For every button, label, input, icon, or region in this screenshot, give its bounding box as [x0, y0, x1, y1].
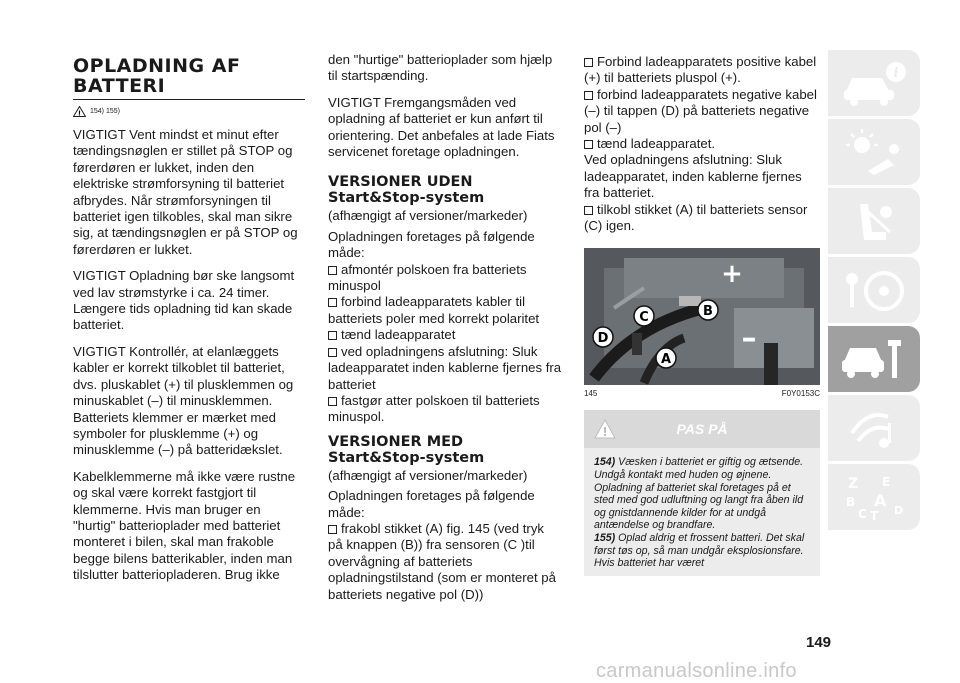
svg-text:D: D — [597, 331, 609, 347]
checkbox-icon — [584, 140, 593, 149]
svg-text:!: ! — [602, 425, 608, 440]
column-1 — [73, 56, 305, 584]
callout-d — [593, 327, 613, 347]
car-service-icon — [838, 334, 910, 384]
svg-text:Z: Z — [848, 476, 859, 492]
subtitle-with: (afhængigt af versioner/markeder) — [328, 467, 528, 483]
svg-text:T: T — [870, 509, 879, 522]
step-without-5: fastgør atter polskoen til batteriets minuspol. — [328, 392, 540, 425]
warning-title: PAS PÅ — [676, 421, 728, 438]
battery-illustration — [584, 248, 820, 385]
checkbox-icon — [328, 525, 337, 534]
warning-box — [584, 410, 820, 575]
warning-triangle-icon — [73, 106, 86, 117]
intro-with: Opladningen foretages på følgende måde: — [328, 488, 535, 520]
figure-number: 145 — [584, 389, 598, 399]
warning-154: 154) Væsken i batteriet er giftig og ætsende. Undgå kontakt med huden og øjnene. Opladning af batteriet skal foretages på et sted med god udluftning og langt fra åben ild og gnistdannende kilder for at undgå antændelse og brandfare. — [594, 456, 804, 532]
step-with-3: forbind ladeapparatets negative kabel (–) til tappen (D) på batteriets negative pol (–) — [584, 86, 817, 135]
page-number: 149 — [806, 634, 832, 651]
figure-code: F0Y0153C — [781, 389, 820, 399]
svg-text:B: B — [846, 495, 856, 509]
checkbox-icon — [328, 348, 337, 357]
paragraph-4: Kabelklemmerne må ikke være rustne og skal være korrekt fastgjort til klemmerne. Hvis man bruger en "hurtig" batterioplader med batteriet monteret i bilen, skal man frakoble begge bilens batterikabler, inden man tilslutter batteriopladeren. Brug ikke — [73, 468, 296, 583]
step-with-2: Forbind ladeapparatets positive kabel (+) til batteriets pluspol (+). — [584, 54, 817, 86]
svg-text:i: i — [893, 66, 899, 81]
callout-a — [656, 348, 676, 368]
callout-b — [698, 300, 718, 320]
paragraph-continued: den "hurtige" batterioplader som hjælp til startspænding. — [328, 52, 553, 84]
checkbox-icon — [328, 397, 337, 406]
svg-text:E: E — [882, 475, 891, 489]
watermark: carmanualsonline.info — [596, 660, 797, 682]
tab-multimedia[interactable] — [828, 395, 920, 461]
safety-seat-icon — [838, 196, 910, 246]
svg-text:!: ! — [77, 109, 82, 117]
intro-without: Opladningen foretages på følgende måde: — [328, 228, 535, 261]
warning-refs — [73, 106, 305, 117]
index-letters-icon — [838, 472, 910, 522]
svg-text:C: C — [858, 507, 867, 521]
checkbox-icon — [584, 206, 593, 215]
tab-starting-driving[interactable] — [828, 257, 920, 323]
warning-155: 155) Oplad aldrig et frossent batteri. Det skal først tøs op, så man undgår eksplosionsfare. Hvis batteriet har været — [594, 532, 805, 570]
paragraph-3: VIGTIGT Kontrollér, at elanlæggets kabler er korrekt tilkoblet til batteriet, dvs. pluskablet (+) til plusklemmen og minuskablet (–) til minusklemmen. Batteriets klemmer er mærket med symboler for plusklemme (+) og minusklemme (–) på batteridækslet. — [73, 343, 294, 458]
column-3 — [584, 54, 820, 576]
tab-car-info[interactable] — [828, 50, 920, 116]
warning-refs-text: 154) 155) — [90, 108, 120, 115]
checkbox-icon — [584, 58, 593, 67]
heading-with-start-stop: VERSIONER MED Start&Stop-system — [328, 433, 485, 466]
key-steering-icon — [838, 265, 910, 315]
svg-text:A: A — [660, 352, 672, 368]
figure-caption — [584, 389, 820, 398]
step-with-1: frakobl stikket (A) fig. 145 (ved tryk på knappen (B)) fra sensoren (C )til overvågning af batteriets opladningstilstand (som er monteret på batteriets negative pol (D)) — [328, 520, 556, 602]
checkbox-icon — [328, 298, 337, 307]
tab-index[interactable] — [828, 464, 920, 530]
end-text: Ved opladningens afslutning: Sluk ladeapparatet, inden kablerne fjernes fra batteriet. — [584, 152, 802, 201]
minus-label: – — [741, 321, 757, 357]
checkbox-icon — [584, 91, 593, 100]
plus-label: + — [721, 259, 743, 290]
step-with-5: tilkobl stikket (A) til batteriets sensor (C) igen. — [584, 201, 808, 234]
svg-text:B: B — [703, 304, 713, 320]
page-heading: OPLADNING AF BATTERI — [73, 56, 305, 100]
chapter-sidebar — [828, 50, 920, 533]
step-without-1: afmontér polskoen fra batteriets minuspol — [328, 261, 527, 294]
callout-c — [634, 306, 654, 326]
battery-figure — [584, 248, 820, 385]
car-info-icon — [838, 58, 910, 108]
multimedia-icon — [838, 403, 910, 453]
step-without-4: ved opladningens afslutning: Sluk ladeapparatet inden kablerne fjernes fra batteriet — [328, 343, 562, 392]
svg-text:C: C — [639, 310, 649, 326]
tab-safety[interactable] — [828, 188, 920, 254]
svg-text:D: D — [894, 504, 904, 517]
step-with-4: tænd ladeapparatet. — [584, 136, 820, 152]
heading-without-start-stop: VERSIONER UDEN Start&Stop-system — [328, 174, 485, 207]
warning-header — [584, 410, 820, 448]
paragraph-2: VIGTIGT Opladning bør ske langsomt ved lav strømstyrke i ca. 24 timer. Længere tids opladning tid kan skade batteriet. — [73, 268, 295, 333]
column-2 — [328, 52, 562, 603]
tab-in-an-emergency[interactable] — [828, 326, 920, 392]
tab-dashboard-lights[interactable] — [828, 119, 920, 185]
paragraph-1: VIGTIGT Vent mindst et minut efter tændingsnøglen er stillet på STOP og førerdøren er lukket, inden den elektriske strømforsyning til batteriet afbrydes. Når strømforsyningen til batteriet igen tilkobles, skal man sikre sig, at tændingsnøglen er på STOP og førerdøren er lukket. — [73, 127, 298, 257]
subtitle-without: (afhængigt af versioner/markeder) — [328, 208, 528, 224]
dashboard-lights-icon — [838, 127, 910, 177]
svg-text:A: A — [874, 491, 887, 510]
paragraph-important: VIGTIGT Fremgangsmåden ved opladning af batteriet er kun anført til orientering. Det anbefales at lade Fiats servicenet foretage opladningen. — [328, 94, 555, 160]
checkbox-icon — [328, 266, 337, 275]
warning-text — [584, 448, 820, 575]
checkbox-icon — [328, 331, 337, 340]
step-without-3: tænd ladeapparatet — [328, 327, 562, 343]
step-without-2: forbind ladeapparatets kabler til batteriets poler med korrekt polaritet — [328, 294, 540, 326]
